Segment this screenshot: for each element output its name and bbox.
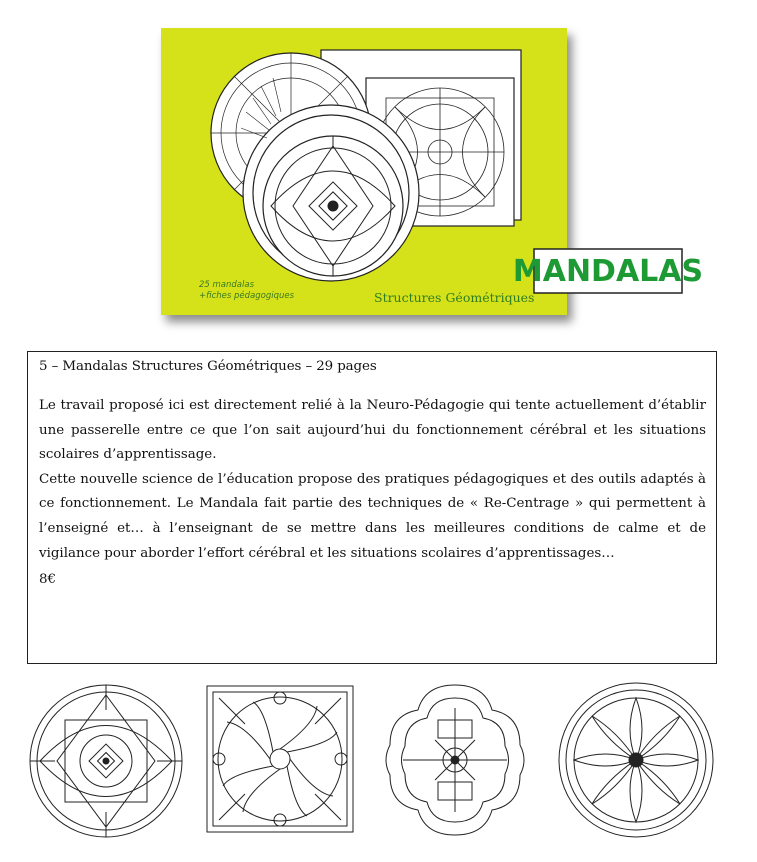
description-paragraph-1: Le travail proposé ici est directement relié à la Neuro-Pédagogie qui tente actuellement d’établir une passerelle entre ce que l’on sait aujourd’hui du fonctionnement cérébral et les situations scolaires d’apprentissage. bbox=[39, 398, 706, 463]
cover-caption-line2: +fiches pédagogiques bbox=[199, 291, 295, 301]
product-description-box bbox=[27, 351, 717, 664]
book-cover bbox=[161, 28, 704, 315]
swirl-square-mandala-icon bbox=[205, 684, 355, 834]
product-title: 5 – Mandalas Structures Géométriques – 29 pages bbox=[39, 359, 377, 374]
petal-star-mandala-icon bbox=[556, 680, 716, 840]
cover-contents-caption bbox=[199, 280, 294, 302]
cover-mandala-artwork bbox=[161, 28, 567, 315]
description-paragraph-2: Cette nouvelle science de l’éducation propose des pratiques pédagogiques et des outils adaptés à ce fonctionnement. Le Mandala fait partie des techniques de « Re-Centrage » qui permettent à l’enseigné et… à l’enseignant de se mettre dans les meilleures conditions de calme et de vigilance pour aborder l’effort cérébral et les situations scolaires d’apprentissages… bbox=[39, 471, 706, 561]
cover-title: MANDALAS bbox=[512, 253, 704, 289]
flower-cross-mandala-icon bbox=[380, 680, 530, 840]
product-price: 8€ bbox=[39, 572, 57, 588]
eye-mandala-icon bbox=[25, 680, 187, 842]
cover-subtitle: Structures Géométriques bbox=[374, 290, 535, 305]
cover-caption-line1: 25 mandalas bbox=[199, 280, 254, 290]
